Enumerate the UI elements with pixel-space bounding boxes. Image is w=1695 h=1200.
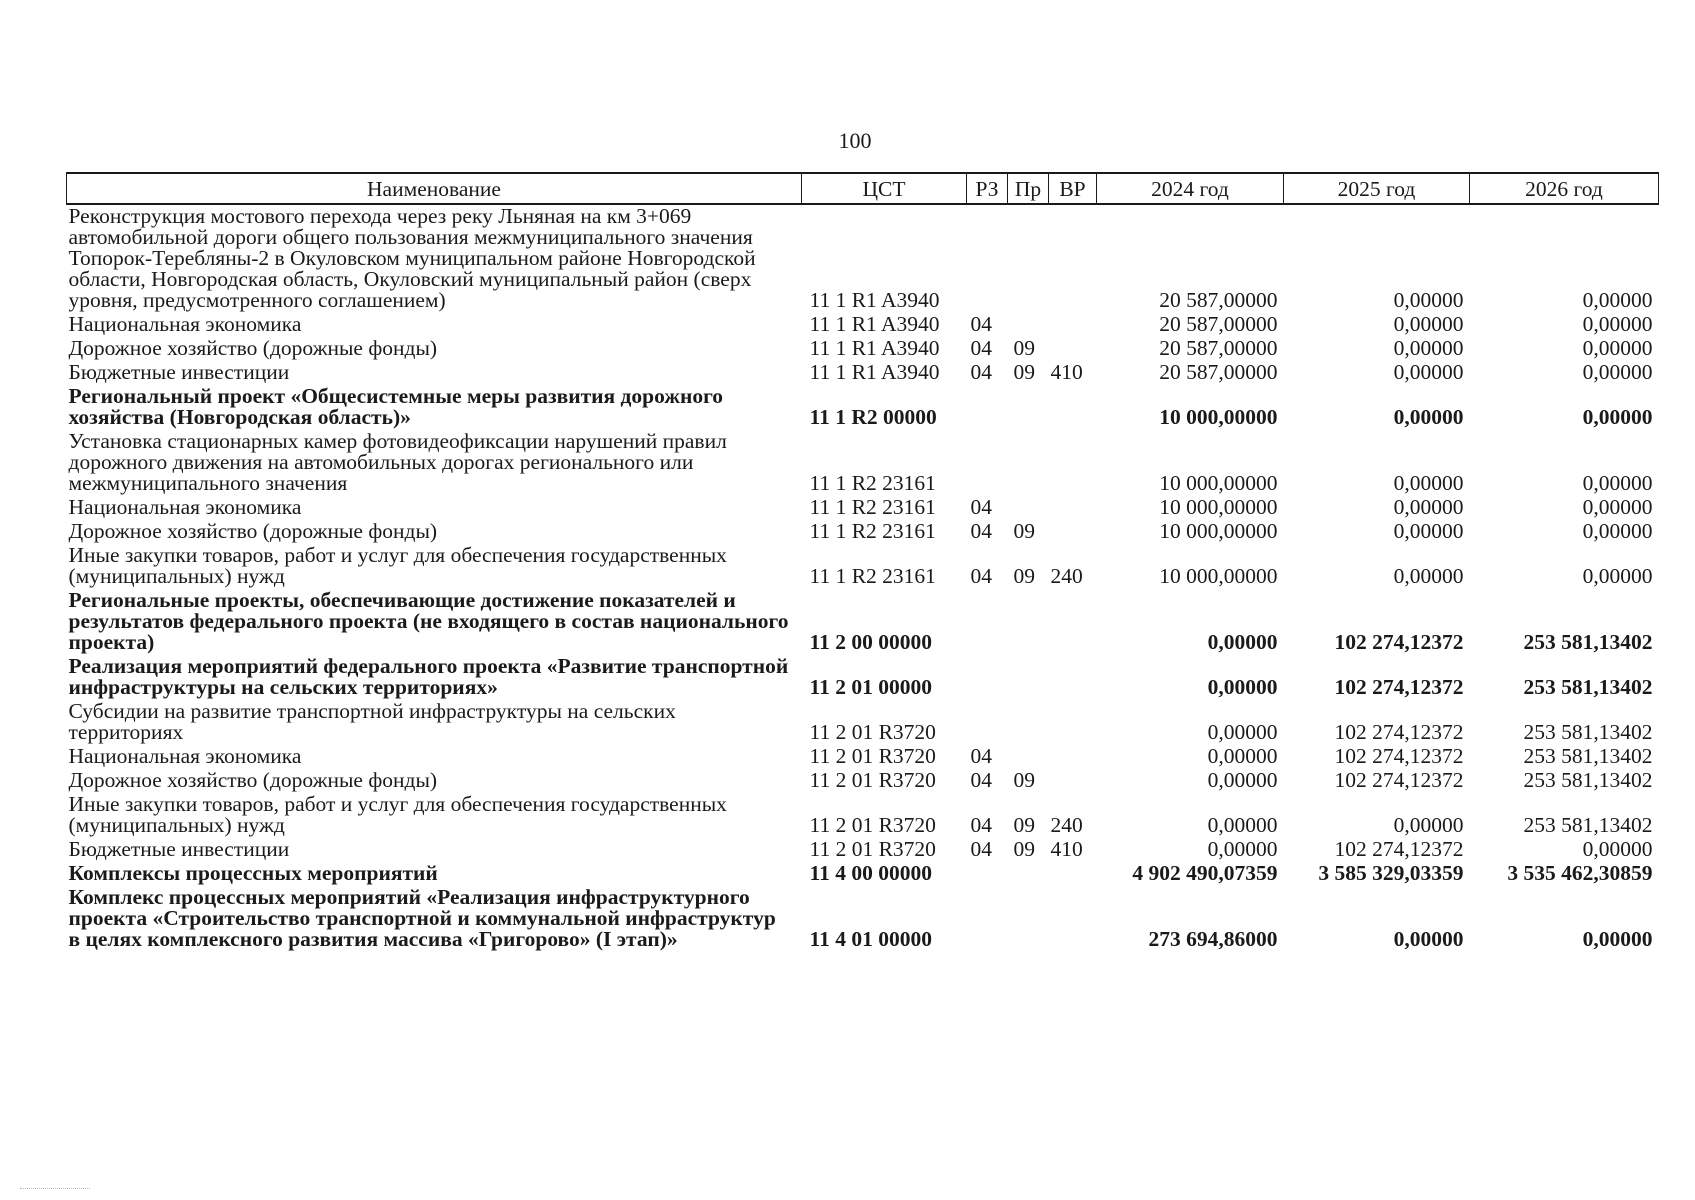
cell-vr — [1049, 655, 1097, 700]
table-header — [67, 173, 1659, 204]
cell-y2025: 102 274,12372 — [1334, 675, 1464, 699]
table-row — [67, 361, 1659, 385]
header-2024: 2024 год — [1097, 173, 1284, 204]
cell-y2024: 10 000,00000 — [1159, 495, 1278, 519]
cell-name: Дорожное хозяйство (дорожные фонды) — [68, 519, 438, 543]
cell-vr — [1049, 385, 1097, 430]
cell-cst: 11 4 01 00000 — [809, 927, 932, 951]
cell-vr — [1049, 520, 1097, 544]
cell-name: Комплекс процессных мероприятий «Реализация инфраструктурного проекта «Строительство транспортной и коммунальной инфраструктур в целях комплексного развития массива «Григорово» (I этап)» — [68, 885, 776, 951]
cell-y2026: 0,00000 — [1582, 312, 1653, 336]
cell-y2026: 0,00000 — [1582, 360, 1653, 384]
cell-y2025: 102 274,12372 — [1334, 768, 1464, 792]
table-row — [67, 313, 1659, 337]
cell-pr — [1008, 313, 1049, 337]
cell-name: Бюджетные инвестиции — [68, 360, 290, 384]
cell-rz: 04 — [970, 768, 992, 792]
cell-name: Комплексы процессных мероприятий — [68, 861, 438, 885]
cell-name: Национальная экономика — [68, 312, 302, 336]
header-cst: ЦСТ — [802, 173, 967, 204]
scan-artifact — [20, 1188, 90, 1190]
cell-y2025: 0,00000 — [1393, 519, 1464, 543]
cell-pr: 09 — [1013, 360, 1035, 384]
cell-y2025: 0,00000 — [1393, 360, 1464, 384]
page-number: 100 — [838, 128, 872, 153]
cell-name: Реализация мероприятий федерального проекта «Развитие транспортной инфраструктуры на сельских территориях» — [68, 654, 789, 699]
cell-rz: 04 — [970, 519, 992, 543]
table-row — [67, 886, 1659, 952]
table-row — [67, 655, 1659, 700]
cell-y2024: 20 587,00000 — [1159, 360, 1278, 384]
table-row — [67, 385, 1659, 430]
table-row — [67, 430, 1659, 496]
cell-vr — [1049, 700, 1097, 745]
cell-y2024: 0,00000 — [1207, 768, 1278, 792]
cell-y2025: 0,00000 — [1393, 471, 1464, 495]
cell-pr: 09 — [1013, 564, 1035, 588]
cell-y2026: 0,00000 — [1582, 927, 1653, 951]
cell-pr: 09 — [1013, 768, 1035, 792]
table-row — [67, 204, 1659, 313]
cell-cst: 11 1 R2 00000 — [809, 405, 937, 429]
cell-y2026: 0,00000 — [1582, 336, 1653, 360]
cell-cst: 11 2 01 R3720 — [809, 720, 936, 744]
cell-y2026: 253 581,13402 — [1523, 813, 1653, 837]
cell-y2026: 0,00000 — [1582, 495, 1653, 519]
cell-y2026: 0,00000 — [1582, 288, 1653, 312]
cell-name: Бюджетные инвестиции — [68, 837, 290, 861]
cell-pr — [1008, 204, 1049, 313]
cell-cst: 11 1 R2 23161 — [809, 519, 936, 543]
cell-rz — [967, 700, 1008, 745]
cell-y2025: 0,00000 — [1393, 927, 1464, 951]
cell-pr — [1008, 862, 1049, 886]
cell-rz: 04 — [970, 564, 992, 588]
table-row — [67, 769, 1659, 793]
cell-y2025: 0,00000 — [1393, 813, 1464, 837]
cell-y2025: 0,00000 — [1393, 405, 1464, 429]
cell-cst: 11 1 R2 23161 — [809, 564, 936, 588]
cell-pr — [1008, 655, 1049, 700]
cell-name: Установка стационарных камер фотовидеофиксации нарушений правил дорожного движения на автомобильных дорогах регионального или межмуниципального значения — [68, 429, 727, 495]
header-rz: РЗ — [967, 173, 1008, 204]
table-row — [67, 589, 1659, 655]
cell-y2026: 0,00000 — [1582, 837, 1653, 861]
cell-y2026: 0,00000 — [1582, 564, 1653, 588]
cell-y2025: 0,00000 — [1393, 495, 1464, 519]
cell-pr: 09 — [1013, 336, 1035, 360]
table-row — [67, 544, 1659, 589]
cell-y2024: 0,00000 — [1207, 744, 1278, 768]
cell-vr — [1049, 589, 1097, 655]
cell-cst: 11 1 R2 23161 — [809, 471, 936, 495]
cell-name: Дорожное хозяйство (дорожные фонды) — [68, 768, 438, 792]
cell-pr — [1008, 385, 1049, 430]
cell-y2025: 102 274,12372 — [1334, 744, 1464, 768]
cell-y2024: 273 694,86000 — [1148, 927, 1278, 951]
cell-y2026: 253 581,13402 — [1523, 675, 1653, 699]
cell-cst: 11 2 01 00000 — [809, 675, 932, 699]
cell-vr — [1049, 204, 1097, 313]
cell-y2025: 3 585 329,03359 — [1318, 861, 1464, 885]
table-row — [67, 838, 1659, 862]
cell-rz: 04 — [970, 744, 992, 768]
cell-cst: 11 2 01 R3720 — [809, 813, 936, 837]
cell-y2025: 102 274,12372 — [1334, 720, 1464, 744]
cell-y2024: 10 000,00000 — [1159, 471, 1278, 495]
cell-cst: 11 1 R1 A3940 — [809, 312, 940, 336]
header-vr: ВР — [1049, 173, 1097, 204]
cell-pr — [1008, 886, 1049, 952]
cell-pr: 09 — [1013, 837, 1035, 861]
cell-y2024: 10 000,00000 — [1159, 519, 1278, 543]
cell-y2025: 0,00000 — [1393, 564, 1464, 588]
cell-y2024: 0,00000 — [1207, 675, 1278, 699]
cell-pr — [1008, 589, 1049, 655]
cell-y2026: 0,00000 — [1582, 405, 1653, 429]
cell-y2026: 253 581,13402 — [1523, 630, 1653, 654]
cell-cst: 11 4 00 00000 — [809, 861, 932, 885]
cell-rz — [967, 385, 1008, 430]
cell-rz — [967, 655, 1008, 700]
table-row — [67, 862, 1659, 886]
cell-vr — [1049, 313, 1097, 337]
cell-cst: 11 2 01 R3720 — [809, 837, 936, 861]
header-name: Наименование — [67, 173, 802, 204]
header-pr: Пр — [1008, 173, 1049, 204]
cell-y2025: 0,00000 — [1393, 312, 1464, 336]
cell-name: Иные закупки товаров, работ и услуг для обеспечения государственных (муниципальных) нужд — [68, 792, 727, 837]
table-row — [67, 337, 1659, 361]
cell-vr — [1049, 496, 1097, 520]
cell-y2024: 10 000,00000 — [1159, 564, 1278, 588]
cell-pr: 09 — [1013, 519, 1035, 543]
cell-vr — [1049, 337, 1097, 361]
cell-rz: 04 — [970, 336, 992, 360]
cell-y2024: 0,00000 — [1207, 813, 1278, 837]
cell-pr: 09 — [1013, 813, 1035, 837]
cell-vr: 410 — [1050, 837, 1083, 861]
table-row — [67, 793, 1659, 838]
cell-rz: 04 — [970, 495, 992, 519]
cell-pr — [1008, 700, 1049, 745]
cell-name: Национальная экономика — [68, 744, 302, 768]
cell-rz: 04 — [970, 360, 992, 384]
cell-rz — [967, 589, 1008, 655]
cell-y2024: 4 902 490,07359 — [1132, 861, 1278, 885]
cell-cst: 11 1 R1 A3940 — [809, 360, 940, 384]
cell-vr — [1049, 745, 1097, 769]
cell-name: Региональный проект «Общесистемные меры развития дорожного хозяйства (Новгородская область)» — [68, 384, 724, 429]
cell-y2026: 253 581,13402 — [1523, 744, 1653, 768]
cell-vr — [1049, 862, 1097, 886]
cell-vr: 240 — [1050, 813, 1083, 837]
cell-pr — [1008, 745, 1049, 769]
header-2025: 2025 год — [1284, 173, 1470, 204]
cell-vr: 240 — [1050, 564, 1083, 588]
cell-y2026: 3 535 462,30859 — [1507, 861, 1653, 885]
cell-y2024: 20 587,00000 — [1159, 336, 1278, 360]
cell-y2024: 20 587,00000 — [1159, 312, 1278, 336]
table-row — [67, 496, 1659, 520]
cell-rz — [967, 430, 1008, 496]
cell-name: Реконструкция мостового перехода через реку Льняная на км 3+069 автомобильной дороги общего пользования межмуниципального значения Топорок-Теребляны-2 в Окуловском муниципальном районе Новгородской области, Новгородская область, Окуловский муниципальный район (сверх уровня, предусмотренного соглашением) — [68, 204, 756, 312]
cell-rz — [967, 862, 1008, 886]
table-row — [67, 700, 1659, 745]
cell-rz: 04 — [970, 813, 992, 837]
cell-vr: 410 — [1050, 360, 1083, 384]
cell-vr — [1049, 886, 1097, 952]
cell-pr — [1008, 496, 1049, 520]
table-row — [67, 745, 1659, 769]
cell-y2026: 0,00000 — [1582, 519, 1653, 543]
cell-y2025: 0,00000 — [1393, 336, 1464, 360]
cell-name: Иные закупки товаров, работ и услуг для обеспечения государственных (муниципальных) нужд — [68, 543, 727, 588]
cell-pr — [1008, 430, 1049, 496]
cell-y2026: 253 581,13402 — [1523, 720, 1653, 744]
cell-name: Региональные проекты, обеспечивающие достижение показателей и результатов федерального проекта (не входящего в состав национального проекта) — [68, 588, 789, 654]
cell-y2026: 0,00000 — [1582, 471, 1653, 495]
cell-vr — [1049, 769, 1097, 793]
cell-rz: 04 — [970, 837, 992, 861]
cell-rz: 04 — [970, 312, 992, 336]
table-row — [67, 520, 1659, 544]
cell-y2024: 0,00000 — [1207, 837, 1278, 861]
cell-y2025: 0,00000 — [1393, 288, 1464, 312]
cell-y2025: 102 274,12372 — [1334, 630, 1464, 654]
cell-cst: 11 1 R1 A3940 — [809, 336, 940, 360]
cell-cst: 11 2 01 R3720 — [809, 768, 936, 792]
cell-name: Национальная экономика — [68, 495, 302, 519]
budget-table — [66, 172, 1659, 952]
cell-cst: 11 2 01 R3720 — [809, 744, 936, 768]
cell-rz — [967, 886, 1008, 952]
cell-cst: 11 2 00 00000 — [809, 630, 932, 654]
cell-name: Субсидии на развитие транспортной инфраструктуры на сельских территориях — [68, 699, 676, 744]
cell-vr — [1049, 430, 1097, 496]
cell-y2025: 102 274,12372 — [1334, 837, 1464, 861]
cell-y2024: 20 587,00000 — [1159, 288, 1278, 312]
cell-name: Дорожное хозяйство (дорожные фонды) — [68, 336, 438, 360]
header-2026: 2026 год — [1470, 173, 1659, 204]
cell-y2024: 10 000,00000 — [1159, 405, 1278, 429]
cell-rz — [967, 204, 1008, 313]
cell-y2026: 253 581,13402 — [1523, 768, 1653, 792]
cell-y2024: 0,00000 — [1207, 720, 1278, 744]
cell-cst: 11 1 R1 A3940 — [809, 288, 940, 312]
table-body — [67, 204, 1659, 952]
cell-y2024: 0,00000 — [1207, 630, 1278, 654]
cell-cst: 11 1 R2 23161 — [809, 495, 936, 519]
